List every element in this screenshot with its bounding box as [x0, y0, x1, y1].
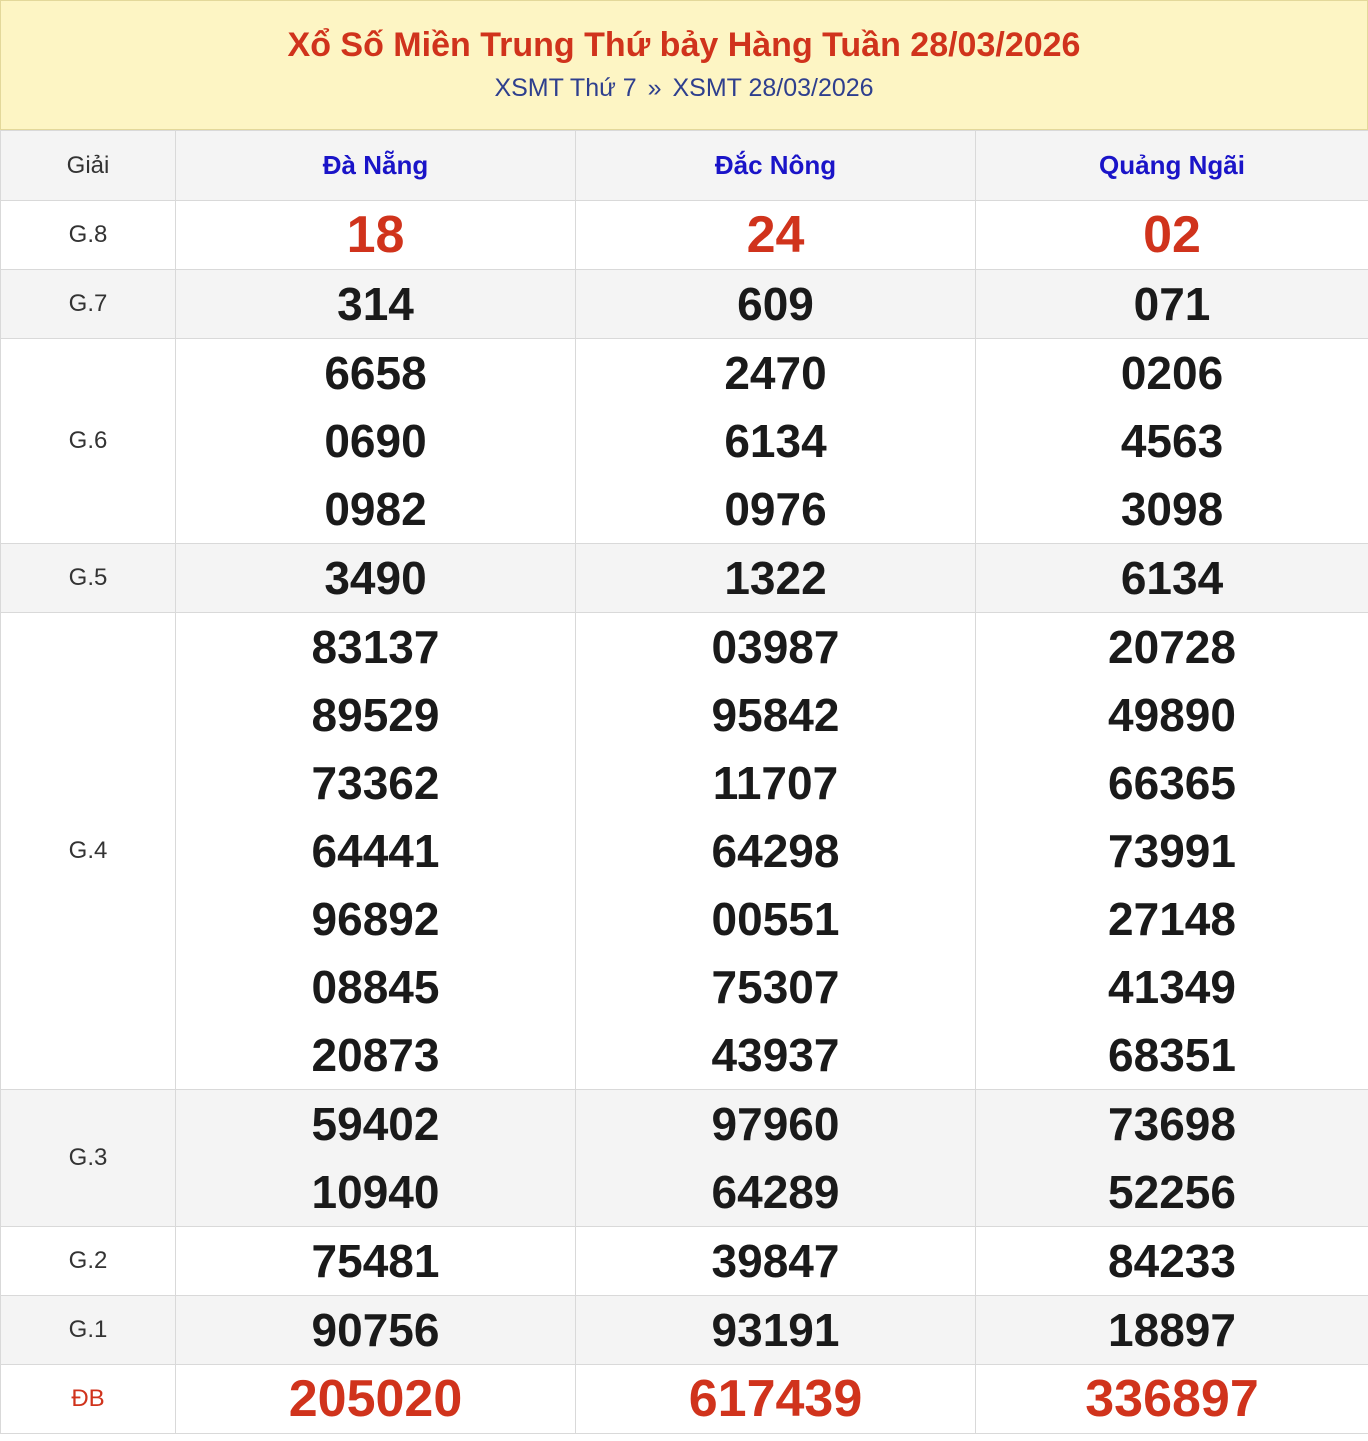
result-cell-da-nang — [176, 1227, 576, 1296]
prize-label: G.7 — [1, 270, 176, 339]
prize-column-header: Giải — [1, 131, 176, 201]
prize-row — [1, 1296, 1368, 1365]
lottery-number: 18897 — [1108, 1304, 1236, 1356]
province-header-da-nang[interactable]: Đà Nẵng — [176, 131, 576, 201]
lottery-number: 0690 — [324, 415, 427, 467]
lottery-number: 4563 — [1120, 415, 1224, 467]
result-cell-dac-nong — [576, 1090, 976, 1227]
lottery-number: 18 — [346, 206, 405, 264]
lottery-number: 00551 — [711, 893, 840, 945]
result-cell-da-nang — [176, 544, 576, 613]
prize-label: G.8 — [1, 201, 176, 270]
page-header — [0, 0, 1368, 130]
lottery-number: 89529 — [311, 689, 440, 741]
lottery-number: 336897 — [1085, 1370, 1259, 1428]
lottery-number: 73362 — [311, 757, 440, 809]
lottery-number: 24 — [746, 206, 805, 264]
province-header-dac-nong[interactable]: Đắc Nông — [576, 131, 976, 201]
prize-row — [1, 339, 1368, 544]
lottery-number: 205020 — [288, 1370, 463, 1428]
lottery-number: 3098 — [1120, 483, 1224, 535]
prize-label: G.6 — [1, 339, 176, 544]
result-cell-quang-ngai — [976, 201, 1368, 270]
result-cell-dac-nong — [576, 339, 976, 544]
prize-row — [1, 270, 1368, 339]
prize-row — [1, 544, 1368, 613]
results-body — [1, 201, 1368, 1434]
lottery-number: 08845 — [311, 961, 440, 1013]
lottery-number: 64298 — [711, 825, 840, 877]
result-cell-da-nang — [176, 201, 576, 270]
lottery-number: 6658 — [324, 347, 427, 399]
result-cell-quang-ngai — [976, 613, 1368, 1090]
lottery-number: 84233 — [1108, 1235, 1236, 1287]
lottery-number: 071 — [1133, 278, 1211, 330]
prize-row — [1, 201, 1368, 270]
result-cell-dac-nong — [576, 201, 976, 270]
lottery-number: 75307 — [711, 961, 840, 1013]
prize-row — [1, 613, 1368, 1090]
lottery-number: 3490 — [324, 552, 427, 604]
result-cell-dac-nong — [576, 544, 976, 613]
lottery-number: 0206 — [1120, 347, 1224, 399]
result-cell-da-nang — [176, 1090, 576, 1227]
result-cell-da-nang — [176, 1365, 576, 1434]
lottery-number: 0976 — [724, 483, 827, 535]
lottery-number: 10940 — [311, 1166, 440, 1218]
lottery-number: 43937 — [711, 1029, 840, 1081]
breadcrumb-link-date[interactable]: XSMT 28/03/2026 — [672, 74, 874, 102]
prize-label: G.2 — [1, 1227, 176, 1296]
page-title: Xổ Số Miền Trung Thứ bảy Hàng Tuần 28/03/2026 — [287, 26, 1081, 64]
lottery-number: 97960 — [711, 1098, 840, 1150]
lottery-number: 41349 — [1108, 961, 1236, 1013]
result-cell-dac-nong — [576, 270, 976, 339]
lottery-number: 68351 — [1108, 1029, 1236, 1081]
prize-label: ĐB — [1, 1365, 176, 1434]
prize-label: G.4 — [1, 613, 176, 1090]
lottery-number: 20873 — [311, 1029, 440, 1081]
lottery-number: 90756 — [311, 1304, 440, 1356]
result-cell-quang-ngai — [976, 1365, 1368, 1434]
breadcrumb — [1, 73, 1367, 103]
lottery-number: 617439 — [688, 1370, 863, 1428]
result-cell-dac-nong — [576, 1296, 976, 1365]
lottery-number: 52256 — [1108, 1166, 1236, 1218]
result-cell-quang-ngai — [976, 1090, 1368, 1227]
breadcrumb-separator: » — [647, 74, 662, 102]
lottery-number: 2470 — [724, 347, 827, 399]
lottery-number: 6134 — [724, 415, 827, 467]
lottery-number: 03987 — [711, 621, 840, 673]
lottery-number: 93191 — [711, 1304, 840, 1356]
breadcrumb-link-weekday[interactable]: XSMT Thứ 7 — [494, 74, 637, 102]
lottery-number: 49890 — [1108, 689, 1236, 741]
prize-label: G.3 — [1, 1090, 176, 1227]
result-cell-quang-ngai — [976, 1296, 1368, 1365]
result-cell-da-nang — [176, 613, 576, 1090]
lottery-number: 39847 — [711, 1235, 840, 1287]
lottery-number: 66365 — [1108, 757, 1236, 809]
prize-row — [1, 1090, 1368, 1227]
result-cell-da-nang — [176, 339, 576, 544]
lottery-number: 6134 — [1120, 552, 1224, 604]
result-cell-quang-ngai — [976, 339, 1368, 544]
prize-label: G.1 — [1, 1296, 176, 1365]
prize-label: G.5 — [1, 544, 176, 613]
lottery-number: 95842 — [711, 689, 840, 741]
province-header-quang-ngai[interactable]: Quảng Ngãi — [976, 131, 1368, 201]
lottery-number: 0982 — [324, 483, 427, 535]
result-cell-dac-nong — [576, 613, 976, 1090]
lottery-number: 11707 — [712, 757, 839, 809]
table-header-row — [1, 131, 1368, 201]
prize-row — [1, 1365, 1368, 1434]
result-cell-dac-nong — [576, 1227, 976, 1296]
prize-row — [1, 1227, 1368, 1296]
lottery-number: 96892 — [311, 893, 440, 945]
lottery-number: 73698 — [1108, 1098, 1236, 1150]
lottery-number: 27148 — [1108, 893, 1236, 945]
result-cell-quang-ngai — [976, 1227, 1368, 1296]
lottery-number: 73991 — [1108, 825, 1236, 877]
result-cell-quang-ngai — [976, 270, 1368, 339]
result-cell-da-nang — [176, 1296, 576, 1365]
lottery-number: 609 — [737, 278, 814, 330]
results-table — [0, 130, 1368, 1434]
result-cell-quang-ngai — [976, 544, 1368, 613]
result-cell-dac-nong — [576, 1365, 976, 1434]
lottery-number: 83137 — [311, 621, 440, 673]
result-cell-da-nang — [176, 270, 576, 339]
lottery-number: 02 — [1143, 206, 1201, 264]
lottery-number: 314 — [337, 278, 414, 330]
lottery-number: 64441 — [311, 825, 440, 877]
lottery-number: 20728 — [1108, 621, 1236, 673]
lottery-number: 64289 — [711, 1166, 840, 1218]
lottery-number: 1322 — [724, 552, 827, 604]
lottery-number: 59402 — [311, 1098, 440, 1150]
lottery-number: 75481 — [311, 1235, 440, 1287]
